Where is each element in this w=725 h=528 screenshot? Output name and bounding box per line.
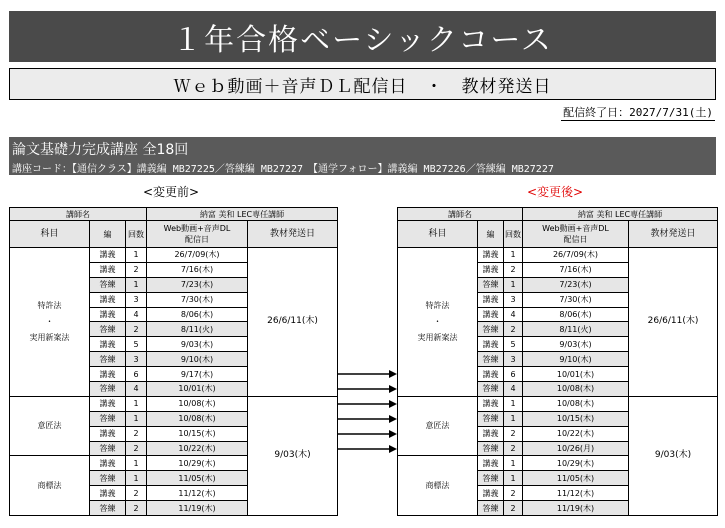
cell-part: 講義 [90, 456, 126, 471]
cell-part: 答練 [90, 411, 126, 426]
cell-date: 7/16(木) [523, 262, 629, 277]
header-lecturer: 講師名 [398, 208, 523, 221]
cell-part: 講義 [90, 307, 126, 322]
cell-date: 10/08(木) [147, 396, 248, 411]
cell-date: 10/08(木) [523, 382, 629, 397]
cell-part: 講義 [90, 292, 126, 307]
arrow-right-icon [337, 415, 397, 423]
cell-part: 講義 [478, 292, 504, 307]
cell-count: 2 [504, 262, 523, 277]
cell-date: 10/15(木) [147, 426, 248, 441]
cell-date: 11/05(木) [523, 471, 629, 486]
cell-date: 10/01(木) [147, 382, 248, 397]
header-row [10, 208, 338, 221]
cell-date: 10/08(木) [147, 411, 248, 426]
cell-count: 2 [126, 262, 147, 277]
cell-count: 3 [126, 292, 147, 307]
cell-date: 11/19(木) [523, 501, 629, 516]
cell-count: 2 [126, 441, 147, 456]
table-row [10, 396, 338, 411]
cell-date: 10/15(木) [523, 411, 629, 426]
header-subject: 科目 [398, 221, 478, 248]
cell-part: 答練 [478, 352, 504, 367]
header-date-text: Web動画+音声DL 配信日 [163, 224, 231, 244]
cell-count: 1 [126, 456, 147, 471]
cell-part: 答練 [478, 501, 504, 516]
cell-part: 答練 [90, 501, 126, 516]
cell-part: 講義 [90, 248, 126, 263]
cell-date: 7/30(木) [147, 292, 248, 307]
cell-count: 6 [126, 367, 147, 382]
cell-part: 答練 [478, 441, 504, 456]
cell-date: 9/03(木) [147, 337, 248, 352]
arrow-right-icon [337, 430, 397, 438]
arrow-right-icon [337, 385, 397, 393]
cell-count: 2 [126, 426, 147, 441]
cell-part: 講義 [90, 486, 126, 501]
cell-date: 8/06(木) [523, 307, 629, 322]
header-lecturer-name: 納富 美和 LEC専任講師 [523, 208, 718, 221]
cell-date: 10/29(木) [147, 456, 248, 471]
cell-count: 1 [126, 277, 147, 292]
cell-count: 3 [504, 292, 523, 307]
subject-trademark: 商標法 [398, 456, 478, 516]
header-subject: 科目 [10, 221, 90, 248]
cell-date: 9/10(木) [147, 352, 248, 367]
cell-count: 2 [126, 322, 147, 337]
cell-date: 26/7/09(木) [147, 248, 248, 263]
cell-part: 答練 [90, 382, 126, 397]
cell-part: 答練 [478, 471, 504, 486]
header-part: 編 [90, 221, 126, 248]
cell-count: 3 [504, 352, 523, 367]
cell-date: 7/23(木) [523, 277, 629, 292]
cell-count: 1 [126, 471, 147, 486]
subject-patent: 特許法 ・ 実用新案法 [10, 248, 90, 397]
subject-design: 意匠法 [398, 396, 478, 456]
header-lecturer: 講師名 [10, 208, 147, 221]
cell-date: 10/22(木) [523, 426, 629, 441]
subject-design: 意匠法 [10, 396, 90, 456]
cell-part: 答練 [90, 352, 126, 367]
cell-ship-1: 26/6/11(木) [629, 248, 718, 397]
cell-date: 10/01(木) [523, 367, 629, 382]
cell-count: 2 [126, 501, 147, 516]
schedule-table-before [9, 207, 338, 516]
cell-count: 5 [126, 337, 147, 352]
cell-date: 9/03(木) [523, 337, 629, 352]
cell-part: 答練 [90, 277, 126, 292]
cell-count: 1 [504, 456, 523, 471]
schedule-table-after [397, 207, 718, 516]
cell-count: 4 [126, 307, 147, 322]
cell-count: 1 [126, 396, 147, 411]
cell-date: 7/30(木) [523, 292, 629, 307]
cell-part: 講義 [478, 307, 504, 322]
table-row [398, 396, 718, 411]
arrow-right-icon [337, 400, 397, 408]
cell-part: 答練 [90, 441, 126, 456]
cell-part: 講義 [478, 248, 504, 263]
cell-count: 1 [126, 411, 147, 426]
cell-part: 講義 [478, 456, 504, 471]
cell-date: 9/17(木) [147, 367, 248, 382]
header-row [398, 221, 718, 248]
cell-count: 3 [126, 352, 147, 367]
cell-date: 11/12(木) [147, 486, 248, 501]
cell-date: 8/11(火) [523, 322, 629, 337]
cell-part: 講義 [478, 486, 504, 501]
cell-date: 10/26(月) [523, 441, 629, 456]
cell-count: 1 [504, 277, 523, 292]
cell-count: 5 [504, 337, 523, 352]
header-part: 編 [478, 221, 504, 248]
cell-count: 2 [504, 322, 523, 337]
cell-count: 6 [504, 367, 523, 382]
subtitle-bar [9, 68, 716, 100]
course-name: 論文基礎力完成講座 全18回 [12, 142, 189, 158]
distribution-end-date: 配信終了日：2027/7/31(土) [563, 106, 713, 119]
header-ship: 教材発送日 [629, 221, 718, 248]
cell-part: 講義 [478, 396, 504, 411]
header-count: 回数 [126, 221, 147, 248]
cell-part: 講義 [478, 426, 504, 441]
cell-part: 講義 [478, 262, 504, 277]
cell-count: 1 [504, 411, 523, 426]
cell-part: 答練 [90, 471, 126, 486]
course-code: 講座コード：【通信クラス】講義編 MB27225／答練編 MB27227 【通学フォロー】講義編 MB27226／答練編 MB27227 [12, 164, 554, 175]
cell-count: 2 [504, 501, 523, 516]
cell-part: 答練 [478, 277, 504, 292]
header-ship: 教材発送日 [248, 221, 338, 248]
cell-count: 1 [126, 248, 147, 263]
cell-ship-2: 9/03(木) [248, 396, 338, 515]
cell-part: 答練 [478, 382, 504, 397]
cell-count: 4 [504, 307, 523, 322]
cell-date: 7/16(木) [147, 262, 248, 277]
cell-date: 8/11(火) [147, 322, 248, 337]
cell-ship-1: 26/6/11(木) [248, 248, 338, 397]
cell-part: 講義 [90, 367, 126, 382]
page-title: １年合格ベーシックコース [172, 22, 553, 58]
cell-count: 4 [126, 382, 147, 397]
cell-count: 2 [126, 486, 147, 501]
cell-part: 講義 [90, 262, 126, 277]
cell-count: 1 [504, 248, 523, 263]
header-count: 回数 [504, 221, 523, 248]
cell-part: 答練 [478, 322, 504, 337]
cell-date: 10/22(木) [147, 441, 248, 456]
cell-part: 講義 [478, 337, 504, 352]
cell-date: 11/19(木) [147, 501, 248, 516]
arrow-right-icon [337, 370, 397, 378]
subject-patent: 特許法 ・ 実用新案法 [398, 248, 478, 397]
cell-count: 2 [504, 426, 523, 441]
arrow-right-icon [337, 445, 397, 453]
subject-trademark: 商標法 [10, 456, 90, 516]
cell-date: 10/08(木) [523, 396, 629, 411]
cell-part: 講義 [90, 396, 126, 411]
course-title-banner [9, 11, 716, 62]
cell-date: 9/10(木) [523, 352, 629, 367]
header-date [147, 221, 248, 248]
cell-count: 2 [504, 441, 523, 456]
cell-count: 4 [504, 382, 523, 397]
cell-part: 答練 [478, 411, 504, 426]
cell-date: 7/23(木) [147, 277, 248, 292]
header-row [10, 221, 338, 248]
cell-date: 26/7/09(木) [523, 248, 629, 263]
course-bar [9, 137, 716, 175]
cell-date: 8/06(木) [147, 307, 248, 322]
cell-date: 10/29(木) [523, 456, 629, 471]
label-after: <変更後> [527, 185, 584, 199]
table-row [398, 248, 718, 263]
header-date-text: Web動画+音声DL 配信日 [542, 224, 609, 244]
header-row [398, 208, 718, 221]
header-date [523, 221, 629, 248]
cell-ship-2: 9/03(木) [629, 396, 718, 515]
cell-count: 1 [504, 396, 523, 411]
cell-count: 2 [504, 486, 523, 501]
cell-part: 講義 [478, 367, 504, 382]
cell-date: 11/12(木) [523, 486, 629, 501]
cell-part: 答練 [90, 322, 126, 337]
cell-part: 講義 [90, 426, 126, 441]
cell-part: 講義 [90, 337, 126, 352]
label-before: <変更前> [143, 185, 200, 199]
header-lecturer-name: 納富 美和 LEC専任講師 [147, 208, 338, 221]
cell-count: 1 [504, 471, 523, 486]
cell-date: 11/05(木) [147, 471, 248, 486]
page-subtitle: Ｗｅｂ動画＋音声ＤＬ配信日 ・ 教材発送日 [173, 76, 552, 97]
table-row [10, 248, 338, 263]
